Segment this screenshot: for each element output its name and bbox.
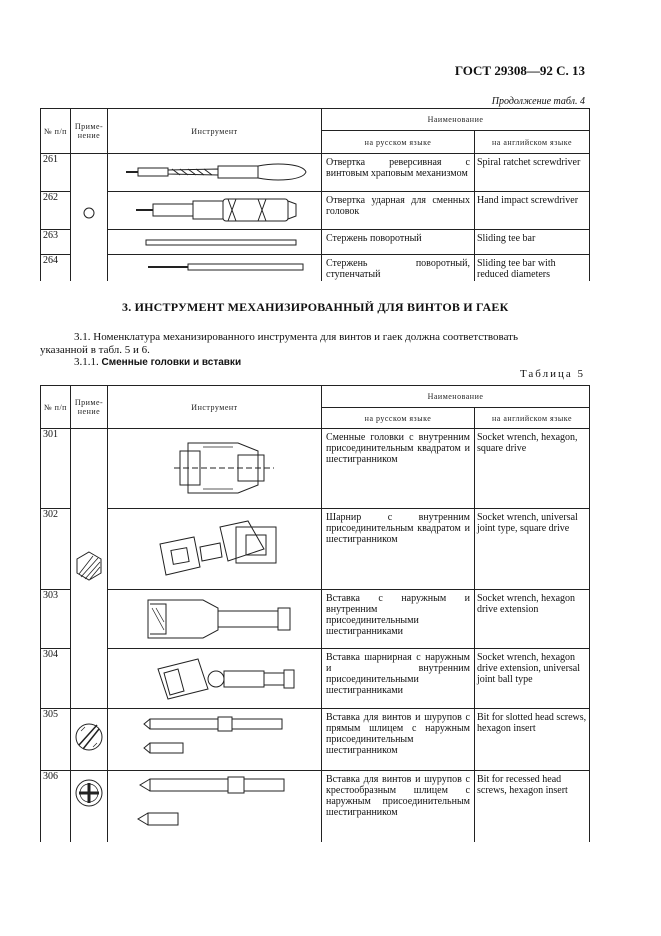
table-5 xyxy=(40,385,590,842)
tool-image-cell xyxy=(108,255,322,281)
ball-joint-extension-icon xyxy=(108,649,322,707)
row-num: 262 xyxy=(41,192,71,230)
circle-icon xyxy=(71,195,108,235)
paragraph-3-1-cont: указанной в табл. 5 и 6. xyxy=(40,344,150,356)
spiral-ratchet-screwdriver-icon xyxy=(108,154,322,190)
name-ru: Вставка для винтов и шурупов с прямым шлицем с наружным присоединительным шестигранником xyxy=(322,709,475,771)
subsection-heading xyxy=(74,356,241,368)
sliding-tee-bar-icon xyxy=(108,230,322,254)
app-cell xyxy=(71,154,108,281)
row-num: 302 xyxy=(41,509,71,590)
name-ru: Шарнир с внутренним присоединительным квадратом и шестигранником xyxy=(322,509,475,590)
table-row xyxy=(41,154,590,192)
table-row xyxy=(41,230,590,255)
page-header: ГОСТ 29308—92 С. 13 xyxy=(454,63,585,78)
row-num: 305 xyxy=(41,709,71,771)
col-tool-header: Инструмент xyxy=(108,386,322,429)
slotted-screw-icon xyxy=(71,709,108,765)
hexagon-icon xyxy=(71,536,108,596)
subsection-num: 3.1.1. xyxy=(74,356,99,368)
table-row xyxy=(41,509,590,590)
tool-image-cell xyxy=(108,709,322,771)
name-ru: Вставка для винтов и шурупов с крестообразным шлицем с наружным присоединительным шестигранником xyxy=(322,771,475,842)
paragraph-3-1: 3.1. Номенклатура механизированного инструмента для винтов и гаек должна соответствовать xyxy=(74,331,518,343)
tool-image-cell xyxy=(108,192,322,230)
row-num: 263 xyxy=(41,230,71,255)
table-4 xyxy=(40,108,590,281)
stepped-tee-bar-icon xyxy=(108,255,322,279)
name-en: Hand impact screwdriver xyxy=(475,192,590,230)
name-ru: Сменные головки с внутренним присоединительным квадратом и шестигранником xyxy=(322,429,475,509)
name-en: Socket wrench, hexagon drive extension, universal joint ball type xyxy=(475,649,590,709)
col-ru-header: на русском языке xyxy=(322,131,475,154)
table-row xyxy=(41,192,590,230)
name-ru: Стержень поворотный, ступенчатый xyxy=(322,255,475,281)
table-row xyxy=(41,709,590,771)
name-en: Sliding tee bar with reduced diameters xyxy=(475,255,590,281)
row-num: 261 xyxy=(41,154,71,192)
phillips-screw-icon xyxy=(71,771,108,821)
table-5-label: Таблица 5 xyxy=(519,368,585,380)
tool-image-cell xyxy=(108,429,322,509)
col-num-header: № п/п xyxy=(41,109,71,154)
table-row xyxy=(41,255,590,281)
name-en: Socket wrench, hexagon, square drive xyxy=(475,429,590,509)
tool-image-cell xyxy=(108,509,322,590)
name-ru: Отвертка ударная для сменных головок xyxy=(322,192,475,230)
table-row xyxy=(41,590,590,649)
row-num: 304 xyxy=(41,649,71,709)
col-app-header: Приме- нение xyxy=(71,109,108,154)
tool-image-cell xyxy=(108,590,322,649)
tool-image-cell xyxy=(108,771,322,842)
universal-joint-icon xyxy=(108,509,322,587)
col-name-header: Наименование xyxy=(322,109,590,131)
table-continuation-label: Продолжение табл. 4 xyxy=(491,96,585,107)
hex-extension-icon xyxy=(108,590,322,648)
name-en: Bit for recessed head screws, hexagon insert xyxy=(475,771,590,842)
name-ru: Вставка шарнирная с наружным и внутренним присоединительными шестигранниками xyxy=(322,649,475,709)
col-ru-header: на русском языке xyxy=(322,408,475,429)
table-row xyxy=(41,429,590,509)
row-num: 306 xyxy=(41,771,71,842)
col-en-header: на английском языке xyxy=(475,131,590,154)
app-cell xyxy=(71,709,108,771)
col-name-header: Наименование xyxy=(322,386,590,408)
name-en: Spiral ratchet screwdriver xyxy=(475,154,590,192)
name-en: Sliding tee bar xyxy=(475,230,590,255)
name-ru: Отвертка реверсивная с винтовым храповым механизмом xyxy=(322,154,475,192)
col-en-header: на английском языке xyxy=(475,408,590,429)
tool-image-cell xyxy=(108,649,322,709)
app-cell xyxy=(71,771,108,842)
row-num: 301 xyxy=(41,429,71,509)
name-en: Socket wrench, universal joint type, square drive xyxy=(475,509,590,590)
col-app-header: Приме- нение xyxy=(71,386,108,429)
socket-wrench-icon xyxy=(108,429,322,507)
phillips-bit-icon xyxy=(108,771,322,841)
hand-impact-screwdriver-icon xyxy=(108,192,322,228)
name-ru: Вставка с наружным и внутренним присоединительными шестигранниками xyxy=(322,590,475,649)
slotted-bit-icon xyxy=(108,709,322,765)
row-num: 303 xyxy=(41,590,71,649)
app-cell xyxy=(71,429,108,709)
section-title: 3. ИНСТРУМЕНТ МЕХАНИЗИРОВАННЫЙ ДЛЯ ВИНТОВ И ГАЕК xyxy=(122,300,509,314)
tool-image-cell xyxy=(108,154,322,192)
col-tool-header: Инструмент xyxy=(108,109,322,154)
name-en: Socket wrench, hexagon drive extension xyxy=(475,590,590,649)
subsection-title: Сменные головки и вставки xyxy=(101,357,242,368)
tool-image-cell xyxy=(108,230,322,255)
table-row xyxy=(41,649,590,709)
name-ru: Стержень поворотный xyxy=(322,230,475,255)
row-num: 264 xyxy=(41,255,71,281)
col-num-header: № п/п xyxy=(41,386,71,429)
table-row xyxy=(41,771,590,842)
name-en: Bit for slotted head screws, hexagon insert xyxy=(475,709,590,771)
